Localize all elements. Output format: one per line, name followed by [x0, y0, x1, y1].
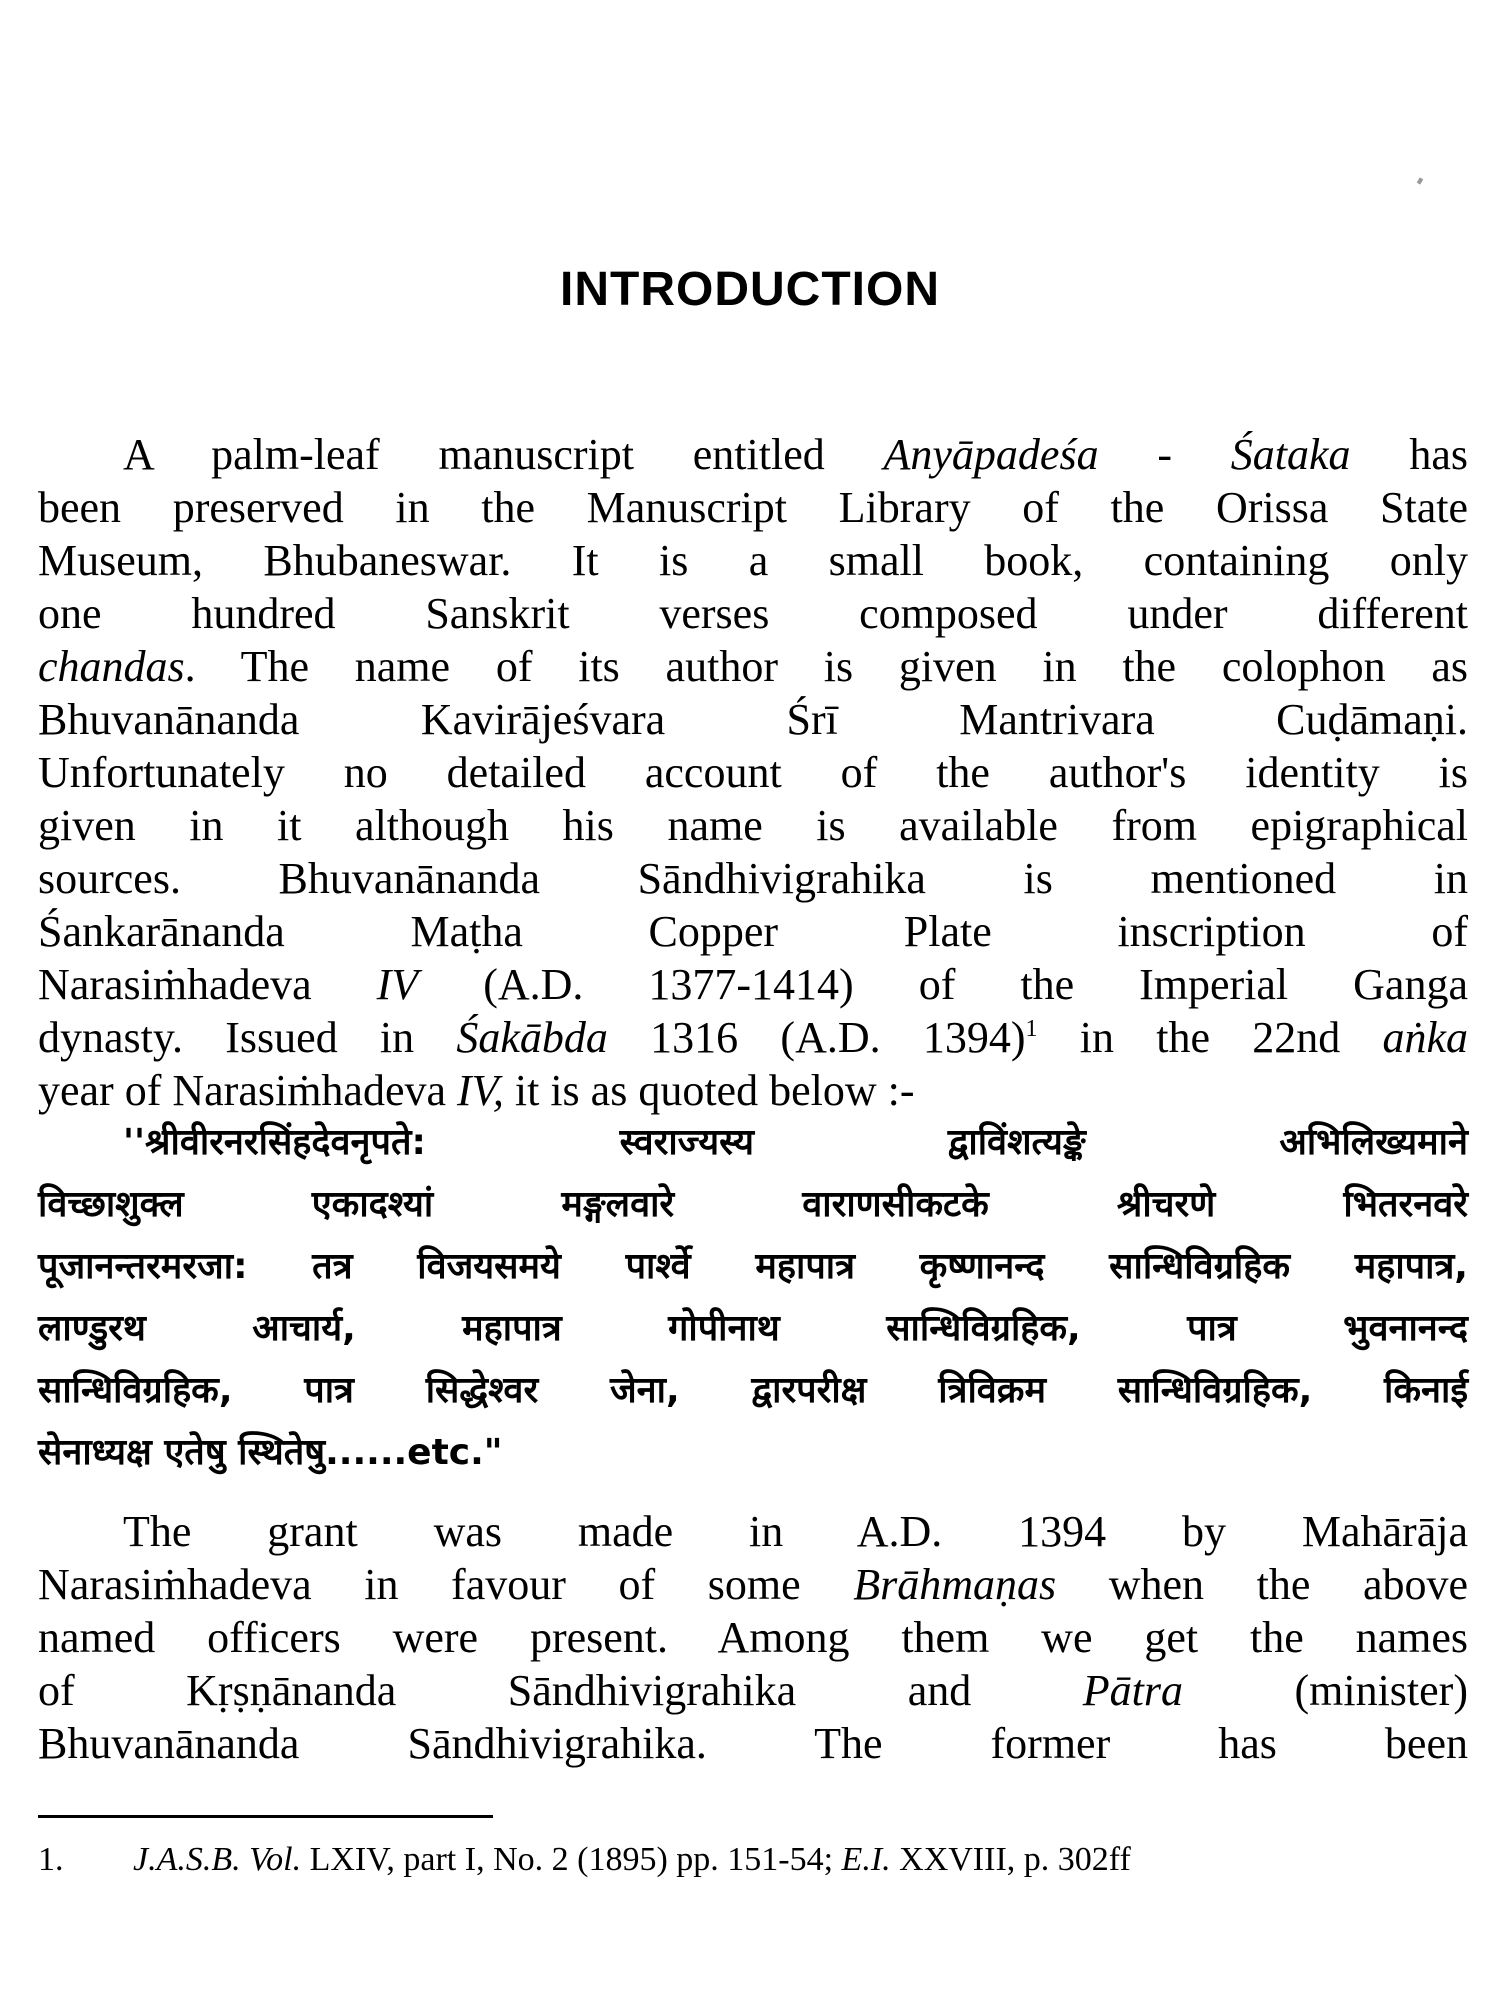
text-line [38, 1064, 1468, 1117]
text-line [38, 852, 1468, 905]
text-run: dynasty. Issued in [38, 1013, 457, 1062]
text-run: Pātra [1082, 1666, 1183, 1715]
paragraph-1 [38, 428, 1468, 1117]
footnote-number: 1. [38, 1841, 64, 1878]
text-line [38, 905, 1468, 958]
text-run: one hundred Sanskrit verses composed under different [38, 589, 1468, 638]
text-run: The grant was made in A.D. 1394 by Mahārāja [123, 1507, 1468, 1556]
quote-line: सान्धिविग्रहिक, पात्र सिद्धेश्वर जेना, द्वारपरीक्ष त्रिविक्रम सान्धिविग्रहिक, किनाई [38, 1370, 1468, 1411]
text-run: in the 22nd [1037, 1013, 1383, 1062]
text-run: sources. Bhuvanānanda Sāndhivigrahika is mentioned in [38, 854, 1468, 903]
text-line [38, 640, 1468, 693]
quote-line: ''श्रीवीरनरसिंहदेवनृपते: स्वराज्यस्य द्वाविंशत्यङ्के अभिलिख्यमाने [123, 1122, 1468, 1163]
footnote-text [133, 1841, 1131, 1878]
page-heading: INTRODUCTION [560, 263, 940, 316]
ink-speck [1417, 177, 1423, 184]
footnote-rule [38, 1815, 493, 1818]
text-run: when the above [1056, 1560, 1469, 1609]
text-run: Śankarānanda Maṭha Copper Plate inscription of [38, 907, 1468, 956]
quote-line: सेनाध्यक्ष एतेषु स्थितेषु......etc." [38, 1432, 503, 1473]
text-run: aṅka [1382, 1013, 1469, 1062]
text-run: (minister) [1182, 1666, 1468, 1715]
text-run: has [1350, 430, 1468, 479]
text-run: Bhuvanānanda Sāndhivigrahika. The former has been [38, 1719, 1468, 1768]
footnote [38, 1838, 1468, 1882]
text-run: LXIV, part I, No. 2 (1895) pp. 151-54; [301, 1841, 842, 1878]
text-run: (A.D. 1377-1414) of the Imperial Ganga [418, 960, 1468, 1009]
text-run: chandas [38, 642, 185, 691]
text-line [38, 1011, 1468, 1064]
text-run: IV [376, 960, 419, 1009]
text-run: named officers were present. Among them we get the names [38, 1613, 1468, 1662]
text-run: Museum, Bhubaneswar. It is a small book, containing only [38, 536, 1468, 585]
text-line [38, 1611, 1468, 1664]
footnote-ref: 1 [1025, 1016, 1038, 1042]
text-run: Unfortunately no detailed account of the author's identity is [38, 748, 1468, 797]
text-run: A palm-leaf manuscript entitled [123, 430, 884, 479]
text-line [38, 746, 1468, 799]
text-line [38, 1717, 1468, 1770]
text-run: Śakābda [456, 1013, 608, 1062]
text-run: year of Narasiṁhadeva [38, 1066, 458, 1115]
text-line [38, 587, 1468, 640]
text-run: IV, [457, 1066, 504, 1115]
text-run: E.I. [841, 1841, 891, 1878]
text-line [38, 428, 1468, 481]
quote-line: विच्छाशुक्ल एकादश्यां मङ्गलवारे वाराणसीकटके श्रीचरणे भितरनवरे [38, 1184, 1468, 1225]
quote-line: लाण्डुरथ आचार्य, महापात्र गोपीनाथ सान्धिविग्रहिक, पात्र भुवनानन्द [38, 1308, 1468, 1349]
text-run: Anyāpadeśa - Śataka [883, 430, 1351, 479]
text-run: Bhuvanānanda Kavirājeśvara Śrī Mantrivara Cuḍāmaṇi. [38, 695, 1468, 744]
text-line [38, 693, 1468, 746]
text-run: Brāhmaṇas [853, 1560, 1057, 1609]
text-line [38, 1664, 1468, 1717]
paragraph-2 [38, 1505, 1468, 1770]
text-run: . The name of its author is given in the colophon as [184, 642, 1468, 691]
text-line [38, 534, 1468, 587]
text-line [38, 958, 1468, 1011]
quote-line: पूजानन्तरमरजा: तत्र विजयसमये पार्श्वे महापात्र कृष्णानन्द सान्धिविग्रहिक महापात्र, [38, 1246, 1468, 1287]
text-run: been preserved in the Manuscript Library of the Orissa State [38, 483, 1468, 532]
text-run: Narasiṁhadeva in favour of some [38, 1560, 854, 1609]
text-line [38, 1505, 1468, 1558]
text-run: Narasiṁhadeva [38, 960, 377, 1009]
text-run: of Kṛṣṇānanda Sāndhivigrahika and [38, 1666, 1083, 1715]
text-line [38, 1558, 1468, 1611]
text-run: XXVIII, p. 302ff [890, 1841, 1131, 1878]
text-run: given in it although his name is available from epigraphical [38, 801, 1468, 850]
text-line [38, 799, 1468, 852]
text-line [38, 481, 1468, 534]
text-run: J.A.S.B. Vol. [133, 1841, 302, 1878]
text-run: 1316 (A.D. 1394) [607, 1013, 1026, 1062]
text-run: it is as quoted below :- [503, 1066, 915, 1115]
sanskrit-quote [38, 1112, 1468, 1484]
